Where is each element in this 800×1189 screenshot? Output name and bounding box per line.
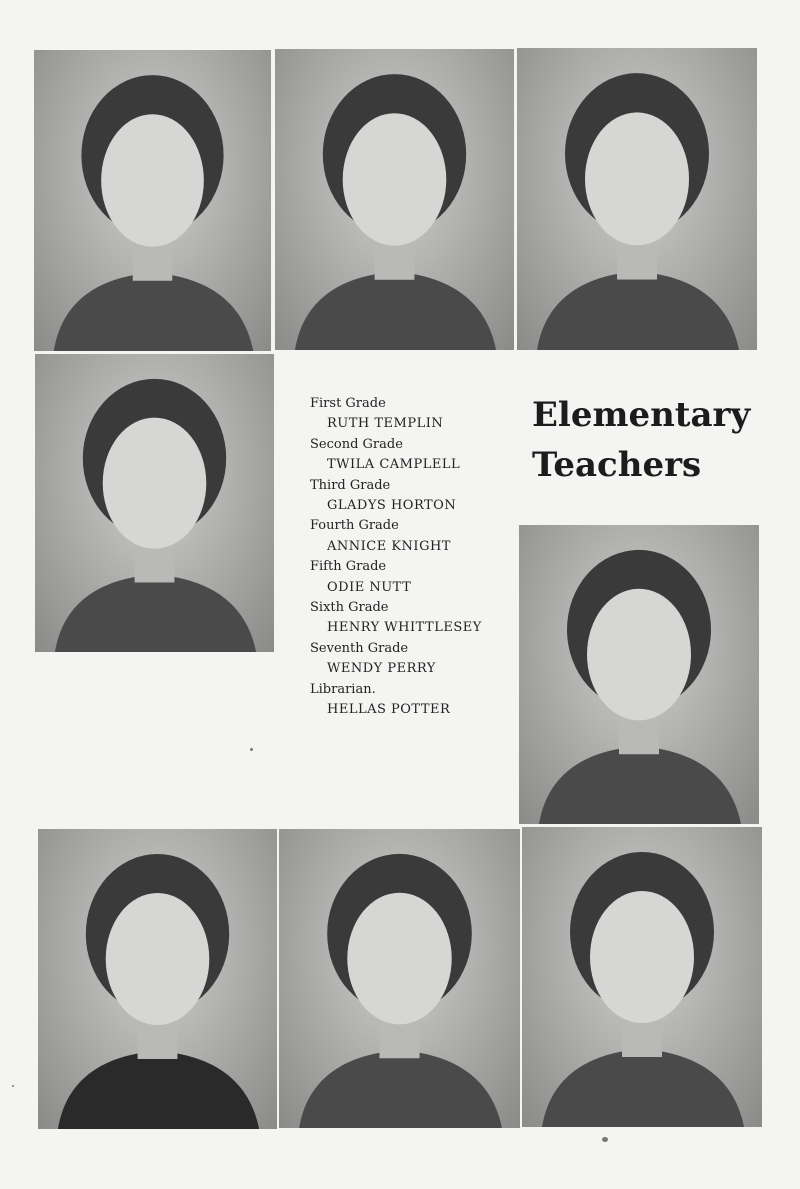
heading-line-2: Teachers [532,445,702,485]
portrait-silhouette [517,48,757,350]
portrait-face [590,891,694,1023]
portrait-silhouette [519,525,759,824]
portrait-shoulders [299,1050,502,1128]
teacher-portrait-7 [279,829,520,1128]
portrait-silhouette [279,829,520,1128]
grade-label: Sixth Grade [310,600,389,616]
teacher-portrait-1 [34,50,271,351]
portrait-face [585,112,689,245]
portrait-face [103,418,207,549]
teacher-portrait-3 [517,48,757,350]
grade-label: Seventh Grade [310,640,409,656]
heading-line-1: Elementary [532,395,751,435]
portrait-face [347,893,451,1025]
portrait-shoulders [58,1051,259,1129]
portrait-silhouette [34,50,271,351]
print-speck [250,748,253,751]
grade-label: Fourth Grade [310,518,399,534]
teacher-roster [310,394,510,721]
grade-label: Librarian. [310,681,376,697]
grade-label: Third Grade [310,477,391,493]
grade-label: First Grade [310,396,386,411]
grade-label: Second Grade [310,436,403,452]
teacher-portrait-8 [522,827,762,1127]
portrait-shoulders [54,273,253,351]
teacher-portrait-6 [38,829,277,1129]
teacher-name: WENDY PERRY [327,661,436,677]
teacher-name: GLADYS HORTON [327,498,457,514]
teacher-name: ODIE NUTT [327,579,412,595]
portrait-silhouette [275,49,514,350]
teacher-portrait-2 [275,49,514,350]
portrait-face [343,113,447,245]
portrait-silhouette [35,354,274,652]
portrait-shoulders [542,1049,744,1127]
grade-label: Fifth Grade [310,559,387,575]
teacher-name: HENRY WHITTLESEY [327,620,482,636]
teacher-name: TWILA CAMPLELL [327,457,461,473]
portrait-shoulders [539,746,741,824]
portrait-shoulders [295,272,496,350]
teacher-name: ANNICE KNIGHT [327,538,451,554]
teacher-name: HELLAS POTTER [327,702,451,718]
portrait-face [106,893,210,1025]
teacher-portrait-5 [519,525,759,824]
portrait-silhouette [38,829,277,1129]
teacher-portrait-4 [35,354,274,652]
print-speck [602,1137,608,1142]
portrait-silhouette [522,827,762,1127]
teacher-name: RUTH TEMPLIN [327,416,444,432]
print-speck [12,1085,14,1087]
portrait-shoulders [55,575,256,652]
page-heading [532,390,772,490]
portrait-shoulders [537,271,739,350]
portrait-face [587,589,691,721]
portrait-face [101,114,204,246]
